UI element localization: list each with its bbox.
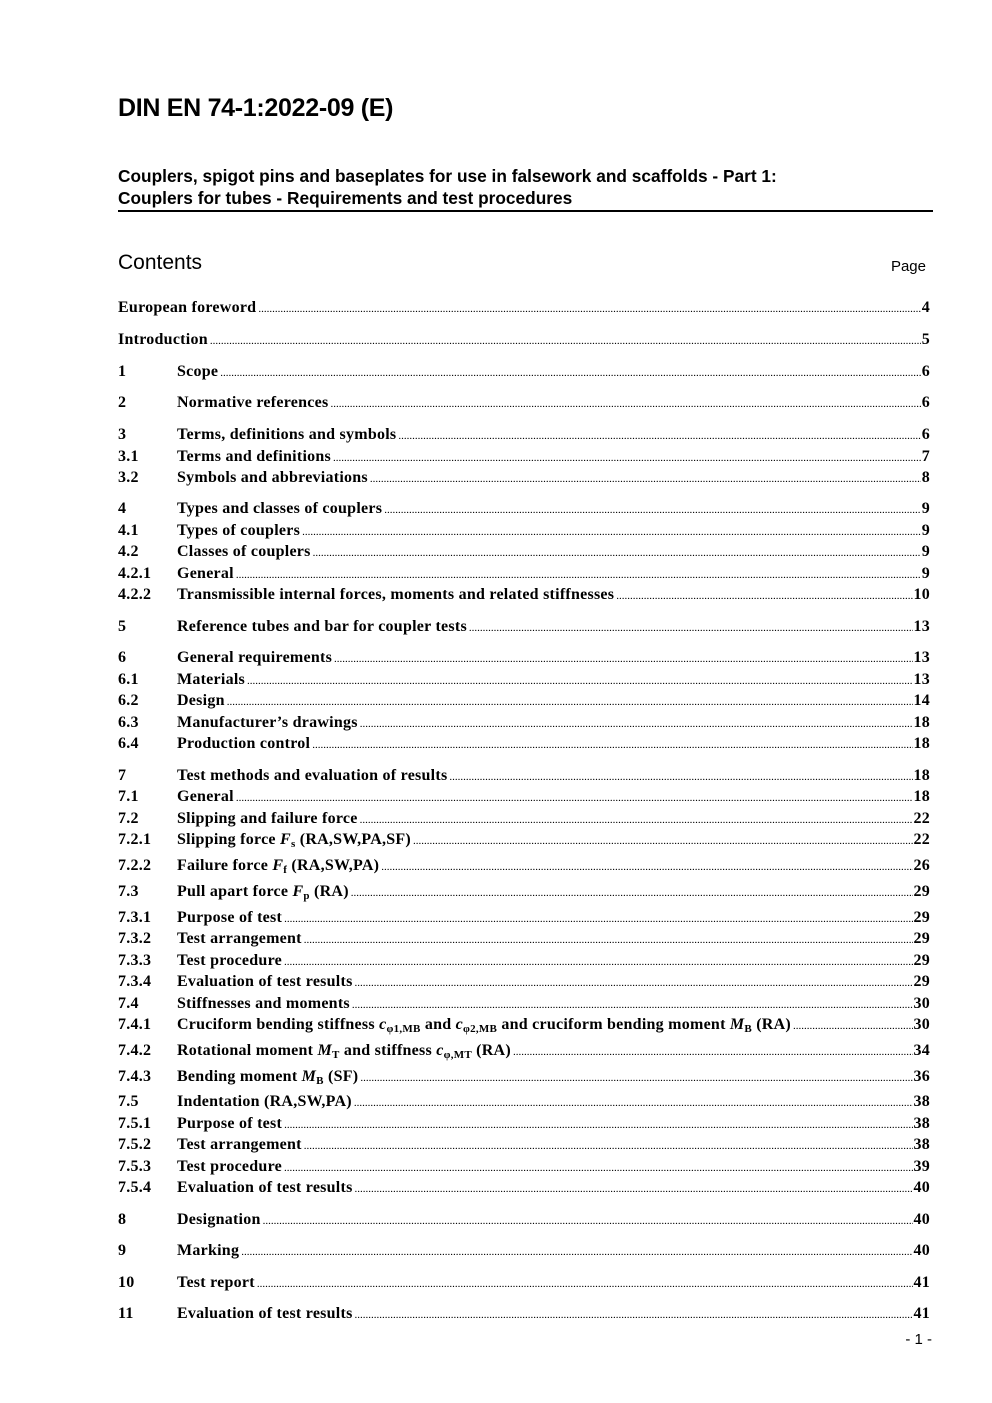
toc-entry-number: 4 — [118, 500, 127, 517]
toc-entry-page: 4 — [921, 299, 930, 316]
toc-entry-symbol: c — [379, 1016, 387, 1033]
toc-entry-title: Introduction — [118, 331, 208, 348]
toc-entry-title: Design — [177, 692, 225, 709]
toc-entry-page: 6 — [921, 394, 930, 411]
toc-entry-page: 30 — [913, 1016, 930, 1033]
toc-entry-title: General — [177, 565, 234, 582]
toc-entry-symbol: F — [272, 857, 284, 874]
toc-entry-number: 7.1 — [118, 788, 139, 805]
toc-entry-title-part: and — [420, 1016, 456, 1033]
toc-entry-page: 22 — [913, 831, 930, 848]
toc-entry-title: Terms and definitions — [177, 448, 332, 465]
toc-dot-leader — [333, 452, 921, 464]
toc-entry-title — [177, 1068, 358, 1086]
document-title — [118, 165, 933, 212]
toc-entry-title-part: (RA,SW,PA,SF) — [295, 831, 411, 848]
toc-entry-number: 7.2.2 — [118, 857, 152, 874]
toc-entry-title-part: (RA,SW,PA) — [287, 857, 380, 874]
toc-entry[interactable] — [118, 469, 930, 491]
toc-entry-number: 6.4 — [118, 735, 139, 752]
page-number: - 1 - — [905, 1331, 932, 1348]
toc-entry-title: Materials — [177, 671, 245, 688]
toc-entry-page: 38 — [913, 1093, 930, 1110]
toc-entry-page: 38 — [913, 1115, 930, 1132]
toc-entry-title-part: Rotational moment — [177, 1042, 318, 1059]
toc-dot-leader — [257, 1278, 913, 1290]
toc-entry-title — [177, 1042, 511, 1060]
toc-dot-leader — [334, 653, 912, 665]
toc-dot-leader — [284, 1119, 912, 1131]
page-column-label: Page — [890, 258, 926, 275]
toc-entry[interactable] — [118, 649, 930, 671]
toc-entry-number: 7.5.3 — [118, 1158, 152, 1175]
toc-entry-title: Indentation (RA,SW,PA) — [177, 1093, 352, 1110]
toc-entry-number: 8 — [118, 1211, 127, 1228]
toc-entry[interactable] — [118, 1179, 930, 1201]
toc-entry-page: 9 — [921, 522, 930, 539]
toc-entry-number: 4.2.1 — [118, 565, 152, 582]
toc-entry-title-part: Cruciform bending stiffness — [177, 1016, 380, 1033]
toc-entry-subscript: φ2,MB — [462, 1023, 498, 1035]
toc-entry-number: 7.4.2 — [118, 1042, 152, 1059]
toc-entry-title: Normative references — [177, 394, 329, 411]
toc-entry-number: 5 — [118, 618, 127, 635]
toc-dot-leader — [355, 1309, 913, 1321]
toc-entry-title: Evaluation of test results — [177, 1305, 353, 1322]
toc-entry[interactable] — [118, 671, 930, 693]
toc-entry[interactable] — [118, 394, 930, 416]
toc-entry-page: 41 — [913, 1274, 930, 1291]
toc-entry-title: Terms, definitions and symbols — [177, 426, 397, 443]
toc-entry-symbol: F — [280, 831, 291, 848]
toc-entry[interactable] — [118, 831, 930, 853]
document-title-line-2: Couplers for tubes - Requirements and test procedures — [118, 188, 573, 208]
toc-dot-leader — [370, 473, 921, 485]
toc-entry-title: Stiffnesses and moments — [177, 995, 350, 1012]
toc-dot-leader — [381, 861, 912, 873]
toc-entry-title-part: and cruciform bending moment — [497, 1016, 730, 1033]
toc-dot-leader — [313, 547, 921, 559]
toc-entry-page: 18 — [913, 714, 930, 731]
contents-heading: Contents — [118, 251, 203, 274]
toc-entry[interactable] — [118, 767, 930, 789]
toc-entry-page: 29 — [913, 930, 930, 947]
toc-entry[interactable] — [118, 565, 930, 587]
toc-dot-leader — [284, 1162, 913, 1174]
toc-entry-number: 3.1 — [118, 448, 139, 465]
toc-entry-title: Test arrangement — [177, 1136, 302, 1153]
toc-dot-leader — [330, 398, 920, 410]
toc-entry-page: 40 — [913, 1211, 930, 1228]
toc-entry-title-part: Bending moment — [177, 1068, 302, 1085]
toc-entry[interactable] — [118, 331, 930, 353]
toc-entry-number: 4.2.2 — [118, 586, 152, 603]
toc-entry-page: 14 — [913, 692, 930, 709]
toc-entry-subscript: φ,MT — [443, 1049, 472, 1061]
document-id: DIN EN 74-1:2022-09 (E) — [118, 94, 394, 122]
toc-entry-title: Test arrangement — [177, 930, 302, 947]
toc-dot-leader — [284, 913, 912, 925]
toc-entry-number: 7.3.1 — [118, 909, 152, 926]
document-title-line-1: Couplers, spigot pins and baseplates for use in falsework and scaffolds - Part 1: — [118, 166, 777, 186]
toc-entry-subscript: φ1,MB — [386, 1023, 421, 1035]
toc-entry[interactable] — [118, 1136, 930, 1158]
toc-entry-page: 38 — [913, 1136, 930, 1153]
toc-entry[interactable] — [118, 952, 930, 974]
toc-entry-title — [177, 883, 349, 901]
toc-entry-title: Purpose of test — [177, 1115, 283, 1132]
toc-entry-number: 7.5.1 — [118, 1115, 152, 1132]
toc-entry-number: 7.4.1 — [118, 1016, 152, 1033]
toc-entry-number: 3.2 — [118, 469, 139, 486]
toc-entry-number: 4.1 — [118, 522, 139, 539]
toc-entry[interactable] — [118, 692, 930, 714]
toc-dot-leader — [513, 1046, 913, 1058]
toc-entry-page: 10 — [913, 586, 930, 603]
toc-entry-page: 29 — [913, 883, 930, 900]
toc-entry-page: 13 — [913, 649, 930, 666]
toc-entry-title-part: and stiffness — [339, 1042, 437, 1059]
toc-dot-leader — [304, 1140, 913, 1152]
toc-entry-title: European foreword — [118, 299, 257, 316]
toc-dot-leader — [616, 590, 912, 602]
toc-entry-symbol: M — [729, 1016, 745, 1033]
toc-entry[interactable] — [118, 543, 930, 565]
toc-entry-number: 6.3 — [118, 714, 139, 731]
toc-entry-title: Test procedure — [177, 952, 282, 969]
toc-entry-symbol: M — [301, 1068, 317, 1085]
toc-entry-number: 6.2 — [118, 692, 139, 709]
toc-entry-number: 7.3 — [118, 883, 139, 900]
toc-entry-number: 6 — [118, 649, 127, 666]
toc-entry-page: 40 — [913, 1179, 930, 1196]
toc-entry-symbol: c — [455, 1016, 463, 1033]
toc-entry-subscript: p — [303, 890, 310, 902]
toc-entry-title — [177, 831, 411, 849]
toc-dot-leader — [354, 1097, 913, 1109]
toc-entry[interactable] — [118, 426, 930, 448]
toc-entry[interactable] — [118, 586, 930, 608]
toc-entry[interactable] — [118, 1093, 930, 1115]
toc-entry[interactable] — [118, 522, 930, 544]
toc-dot-leader — [384, 504, 921, 516]
toc-dot-leader — [355, 977, 913, 989]
toc-dot-leader — [360, 718, 913, 730]
toc-entry-page: 5 — [921, 331, 930, 348]
toc-entry[interactable] — [118, 618, 930, 640]
toc-entry[interactable] — [118, 1158, 930, 1180]
toc-entry-page: 6 — [921, 363, 930, 380]
toc-entry-title: Manufacturer’s drawings — [177, 714, 358, 731]
toc-entry-title: Production control — [177, 735, 311, 752]
toc-entry-number: 7 — [118, 767, 127, 784]
toc-dot-leader — [247, 675, 913, 687]
toc-entry-page: 34 — [913, 1042, 930, 1059]
toc-dot-leader — [355, 1183, 913, 1195]
toc-entry-number: 7.3.2 — [118, 930, 152, 947]
toc-entry-title-part: (RA) — [751, 1016, 791, 1033]
toc-entry[interactable] — [118, 299, 930, 321]
toc-dot-leader — [284, 956, 913, 968]
toc-entry-page: 29 — [913, 952, 930, 969]
toc-dot-leader — [220, 367, 921, 379]
toc-entry-page: 39 — [913, 1158, 930, 1175]
toc-entry-page: 13 — [913, 671, 930, 688]
toc-entry-page: 9 — [921, 565, 930, 582]
toc-dot-leader — [210, 335, 921, 347]
toc-dot-leader — [351, 887, 913, 899]
toc-entry[interactable] — [118, 714, 930, 736]
toc-entry-number: 4.2 — [118, 543, 139, 560]
toc-entry[interactable] — [118, 448, 930, 470]
toc-entry-title-part: Slipping force — [177, 831, 281, 848]
toc-entry-number: 10 — [118, 1274, 135, 1291]
toc-entry-title: Designation — [177, 1211, 261, 1228]
toc-dot-leader — [263, 1215, 913, 1227]
toc-entry[interactable] — [118, 973, 930, 995]
toc-entry-page: 29 — [913, 909, 930, 926]
toc-entry[interactable] — [118, 883, 930, 905]
toc-entry-title: Test procedure — [177, 1158, 282, 1175]
toc-dot-leader — [413, 835, 913, 847]
toc-entry-title-part: (RA) — [471, 1042, 511, 1059]
toc-entry-title-part: (RA) — [309, 883, 349, 900]
toc-entry-page: 18 — [913, 767, 930, 784]
toc-entry-number: 7.3.3 — [118, 952, 152, 969]
toc-entry-title: Evaluation of test results — [177, 973, 353, 990]
toc-entry-title: Test methods and evaluation of results — [177, 767, 448, 784]
toc-entry-number: 7.4 — [118, 995, 139, 1012]
toc-dot-leader — [449, 771, 912, 783]
toc-entry-page: 6 — [921, 426, 930, 443]
toc-entry-page: 41 — [913, 1305, 930, 1322]
toc-entry-number: 3 — [118, 426, 127, 443]
toc-dot-leader — [312, 739, 912, 751]
toc-entry-page: 40 — [913, 1242, 930, 1259]
toc-entry-page: 30 — [913, 995, 930, 1012]
toc-dot-leader — [258, 303, 920, 315]
toc-entry-title: Scope — [177, 363, 219, 380]
toc-entry-number: 7.2.1 — [118, 831, 152, 848]
toc-entry-title: Slipping and failure force — [177, 810, 358, 827]
toc-entry-number: 2 — [118, 394, 127, 411]
toc-entry-title: Marking — [177, 1242, 240, 1259]
toc-entry-page: 29 — [913, 973, 930, 990]
toc-entry-number: 7.3.4 — [118, 973, 152, 990]
toc-entry-title: Types of couplers — [177, 522, 301, 539]
toc-entry-symbol: F — [292, 883, 304, 900]
toc-entry-title-part: Pull apart force — [177, 883, 293, 900]
toc-dot-leader — [227, 696, 913, 708]
toc-entry-subscript: T — [331, 1049, 340, 1061]
toc-entry-title: Classes of couplers — [177, 543, 311, 560]
toc-entry-page: 8 — [921, 469, 930, 486]
toc-entry[interactable] — [118, 810, 930, 832]
toc-entry[interactable] — [118, 1305, 930, 1327]
toc-entry[interactable] — [118, 995, 930, 1017]
toc-entry-number: 6.1 — [118, 671, 139, 688]
toc-entry[interactable] — [118, 1042, 930, 1064]
toc-entry[interactable] — [118, 1016, 930, 1038]
toc-dot-leader — [236, 792, 913, 804]
toc-dot-leader — [304, 934, 913, 946]
toc-entry-page: 18 — [913, 788, 930, 805]
toc-entry-title: Symbols and abbreviations — [177, 469, 368, 486]
toc-entry[interactable] — [118, 909, 930, 931]
toc-entry[interactable] — [118, 363, 930, 385]
toc-entry-symbol: c — [436, 1042, 444, 1059]
toc-entry-title: Evaluation of test results — [177, 1179, 353, 1196]
toc-entry-title-part: Failure force — [177, 857, 273, 874]
toc-entry-title: Purpose of test — [177, 909, 283, 926]
toc-entry-title: Reference tubes and bar for coupler tests — [177, 618, 467, 635]
toc-dot-leader — [302, 526, 921, 538]
toc-entry-page: 7 — [921, 448, 930, 465]
toc-entry-number: 7.5 — [118, 1093, 139, 1110]
toc-entry-number: 11 — [118, 1305, 134, 1322]
toc-entry[interactable] — [118, 500, 930, 522]
toc-entry-title: Transmissible internal forces, moments and related stiffnesses — [177, 586, 615, 603]
toc-entry[interactable] — [118, 1274, 930, 1296]
toc-entry-page: 36 — [913, 1068, 930, 1085]
toc-entry-title: General requirements — [177, 649, 333, 666]
toc-entry-page: 9 — [921, 543, 930, 560]
toc-dot-leader — [360, 814, 913, 826]
toc-entry-title — [177, 857, 379, 875]
toc-entry-subscript: s — [290, 838, 296, 850]
toc-entry[interactable] — [118, 1211, 930, 1233]
toc-entry-title — [177, 1016, 791, 1034]
toc-dot-leader — [360, 1072, 912, 1084]
toc-entry-title: Types and classes of couplers — [177, 500, 383, 517]
toc-entry[interactable] — [118, 788, 930, 810]
toc-entry-title: Test report — [177, 1274, 255, 1291]
toc-entry-title-part: (SF) — [323, 1068, 359, 1085]
toc-entry-number: 9 — [118, 1242, 127, 1259]
toc-entry[interactable] — [118, 930, 930, 952]
toc-entry-subscript: B — [744, 1023, 752, 1035]
toc-entry-number: 7.2 — [118, 810, 139, 827]
toc-entry-page: 13 — [913, 618, 930, 635]
toc-entry-number: 7.4.3 — [118, 1068, 152, 1085]
toc-entry[interactable] — [118, 1242, 930, 1264]
toc-dot-leader — [352, 999, 913, 1011]
toc-entry-number: 7.5.2 — [118, 1136, 152, 1153]
toc-entry[interactable] — [118, 1068, 930, 1090]
toc-dot-leader — [241, 1246, 912, 1258]
toc-entry-number: 7.5.4 — [118, 1179, 152, 1196]
toc-entry-page: 22 — [913, 810, 930, 827]
toc-dot-leader — [236, 569, 921, 581]
toc-dot-leader — [469, 622, 913, 634]
toc-entry[interactable] — [118, 857, 930, 879]
toc-entry-title: General — [177, 788, 234, 805]
toc-entry-page: 18 — [913, 735, 930, 752]
toc-dot-leader — [398, 430, 920, 442]
toc-entry-subscript: B — [316, 1075, 324, 1087]
toc-entry-symbol: M — [317, 1042, 332, 1059]
toc-entry-subscript: f — [283, 864, 288, 876]
toc-entry[interactable] — [118, 735, 930, 757]
toc-entry-number: 1 — [118, 363, 127, 380]
toc-entry-page: 26 — [913, 857, 930, 874]
toc-entry-page: 9 — [921, 500, 930, 517]
toc-entry[interactable] — [118, 1115, 930, 1137]
toc-dot-leader — [793, 1020, 913, 1032]
